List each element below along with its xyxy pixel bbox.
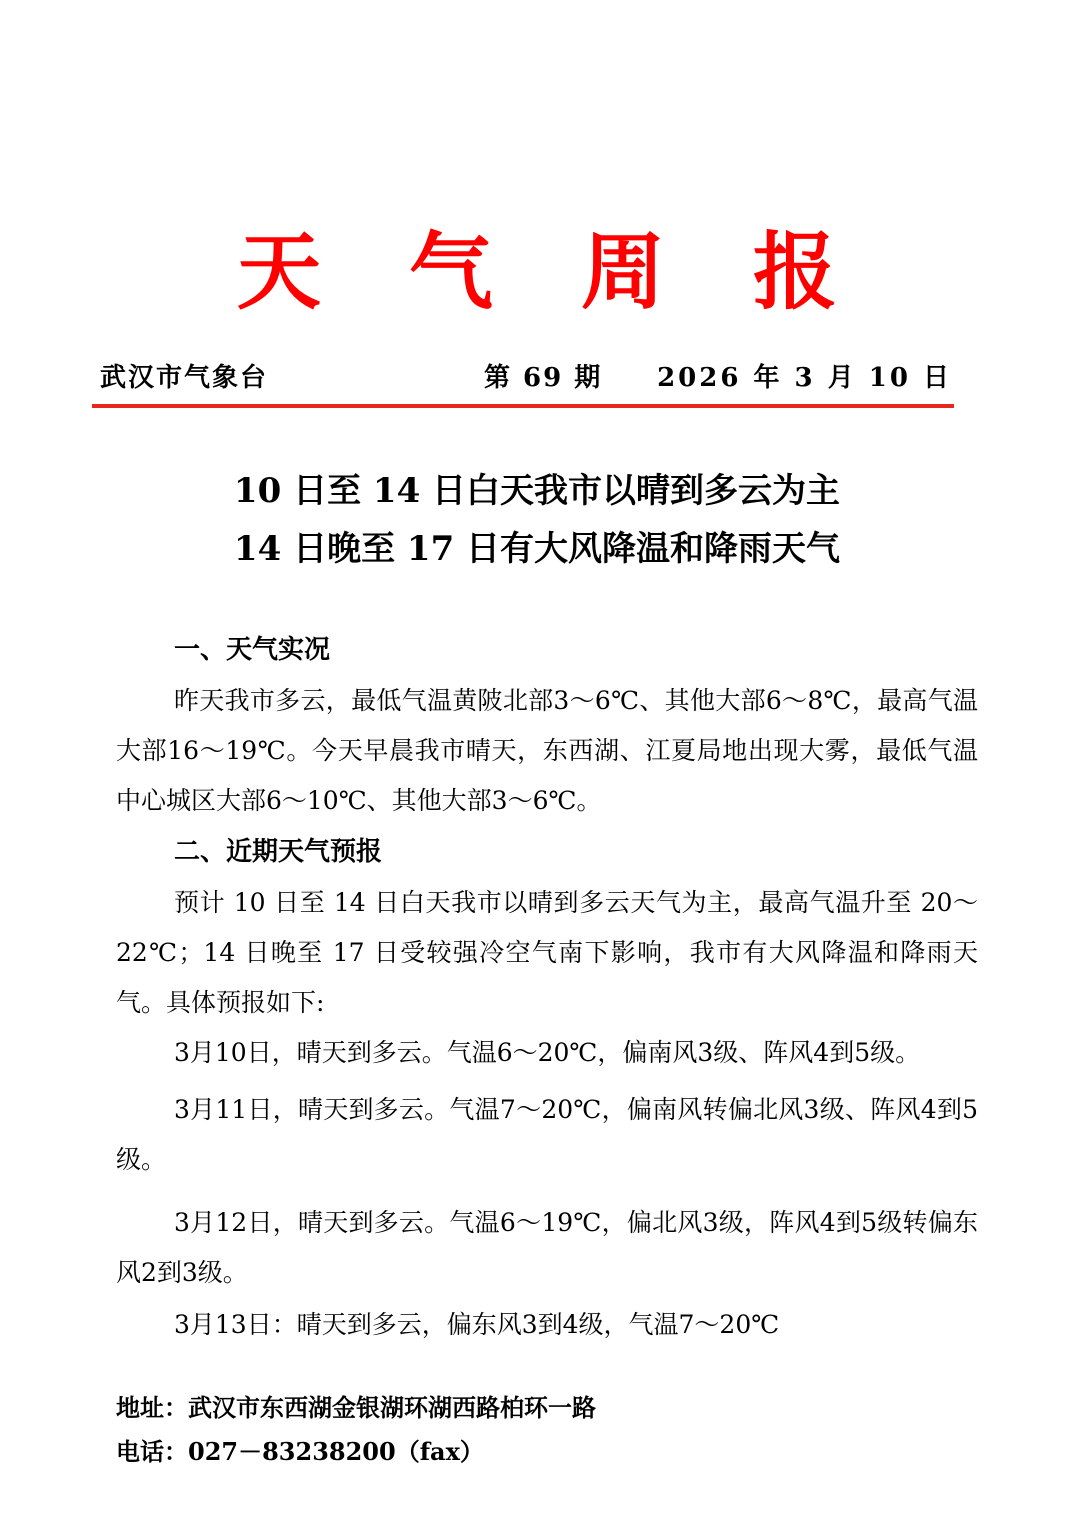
forecast-day-mar-12: 3月12日，晴天到多云。气温6～19℃，偏北风3级，阵风4到5级转偏东风2到3级。	[116, 1208, 978, 1287]
forecast-day-mar-11: 3月11日，晴天到多云。气温7～20℃，偏南风转偏北风3级、阵风4到5级。	[116, 1095, 978, 1174]
forecast-intro-text: 预计 10 日至 14 日白天我市以晴到多云天气为主，最高气温升至 20～22℃；14 日晚至 17 日受较强冷空气南下影响，我市有大风降温和降雨天气。具体预报如下:	[116, 888, 978, 1017]
issuer-name: 武汉市气象台	[100, 363, 269, 393]
footer-address: 地址：武汉市东西湖金银湖环湖西路柏环一路	[116, 1393, 596, 1422]
issue-header	[100, 358, 952, 398]
headline-line-1: 10 日至 14 日白天我市以晴到多云为主	[233, 471, 841, 511]
issue-number: 第 69 期	[484, 363, 603, 393]
section-heading-observed: 一、天气实况	[174, 635, 331, 665]
forecast-day-mar-10: 3月10日，晴天到多云。气温6～20℃，偏南风3级、阵风4到5级。	[174, 1038, 921, 1067]
issue-date: 2026 年 3 月 10 日	[657, 363, 952, 393]
forecast-day-mar-13: 3月13日：晴天到多云，偏东风3到4级，气温7～20℃	[174, 1310, 780, 1339]
headline-line-2: 14 日晚至 17 日有大风降温和降雨天气	[233, 529, 841, 569]
section-heading-forecast: 二、近期天气预报	[174, 837, 383, 867]
footer-phone: 电话：027－83238200（fax）	[116, 1437, 484, 1466]
header-divider	[92, 404, 954, 408]
observed-weather-text: 昨天我市多云，最低气温黄陂北部3～6℃、其他大部6～8℃，最高气温大部16～19℃。今天早晨我市晴天，东西湖、江夏局地出现大雾，最低气温中心城区大部6～10℃、其他大部3～6℃。	[116, 686, 978, 815]
masthead-title: 天气周报	[236, 223, 925, 321]
